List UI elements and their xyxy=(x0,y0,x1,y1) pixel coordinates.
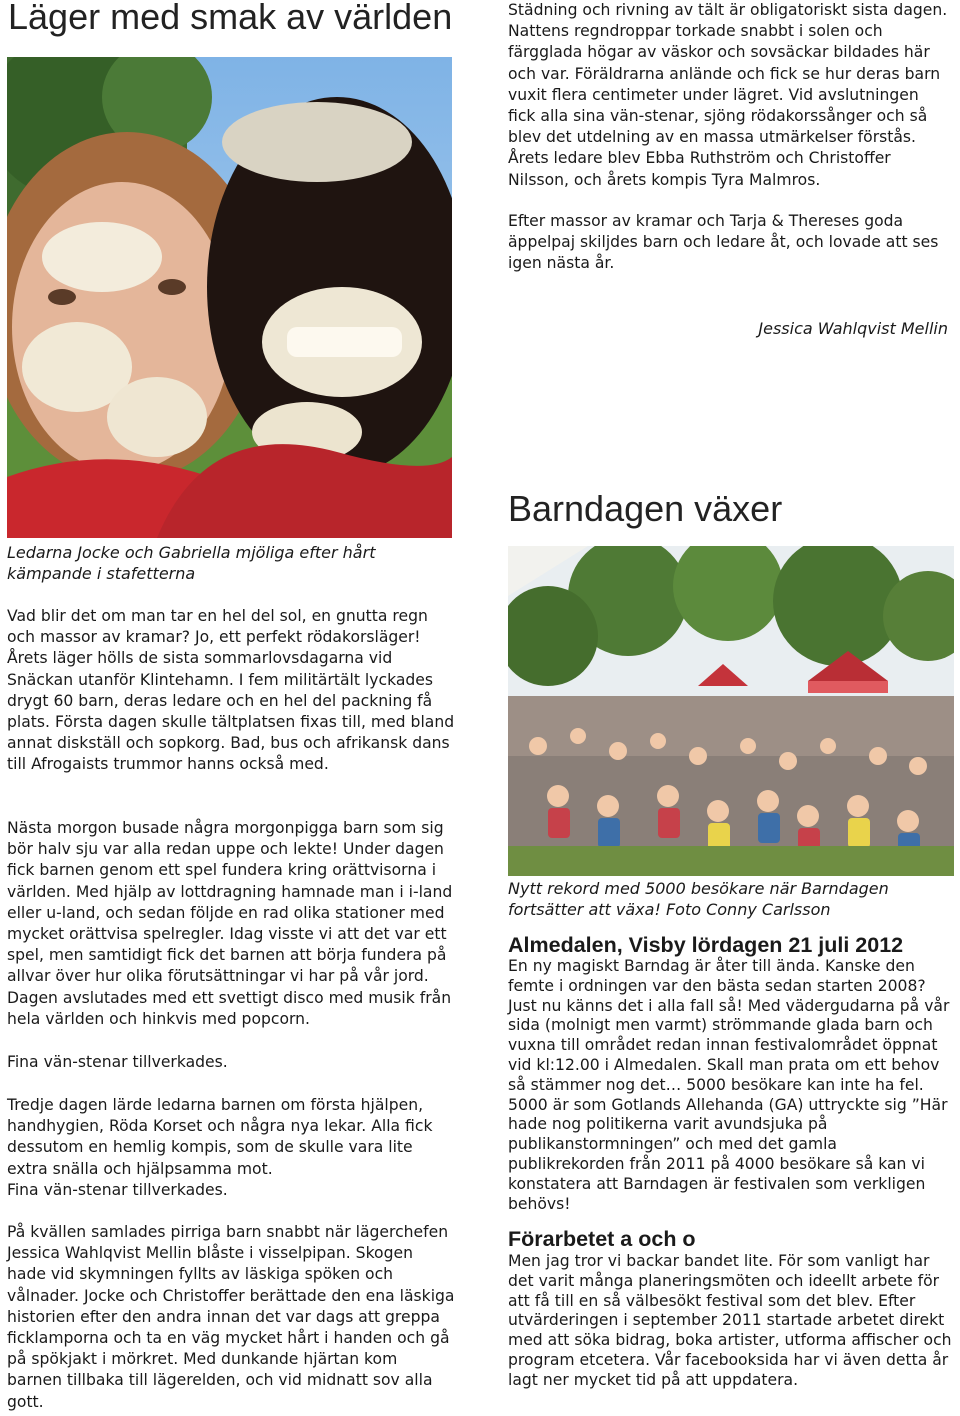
body-paragraph-forarbetet: Men jag tror vi backar bandet lite. För som vanligt har det varit många planeringsmöten och ideellt arbete för att få till en så välbesökt festival som det blev. Efter utvärderingen i september 2011 startade arbetet direkt med att söka bidrag, boka artister, utforma affischer och program etcetera. Vår facebooksida har vi även detta år lagt ner mycket tid på att uppdatera. xyxy=(508,1252,952,1389)
photo-caption-camp: Ledarna Jocke och Gabriella mjöliga efter hårt kämpande i stafetterna xyxy=(7,543,376,583)
festival-crowd-photo xyxy=(508,546,954,876)
photo-caption-festival: Nytt rekord med 5000 besökare när Barndagen fortsätter att växa! Foto Conny Carlsson xyxy=(508,879,889,919)
author-signature: Jessica Wahlqvist Mellin xyxy=(758,319,948,338)
body-paragraph-6: På kvällen samlades pirriga barn snabbt när lägerchefen Jessica Wahlqvist Mellin blåste i visselpipan. Skogen hade vid skymningen fyllts av läskiga spöken och vålnader. Jocke och Christoffer berättade den ena läskiga historien efter den andra innan det var dags att greppa ficklamporna och ta en väg mycket hårt i handen och gå på spökjakt i mörkret. Med dunkande hjärtan kom barnen tillbaka till lägerelden, och vid midnatt sov alla gott. xyxy=(7,1223,455,1411)
article-title-barndagen: Barndagen växer xyxy=(508,488,783,529)
continuation-paragraph-1: Städning och rivning av tält är obligatoriskt sista dagen. Nattens regndroppar torkade snabbt i solen och färgglada högar av väskor och sovsäckar bildades här och var. Föräldrarna anlände och fick se hur deras barn vuxit flera centimeter under lägret. Vid avslutningen fick alla sina vän-stenar, sjöng rödakorssånger och så blev det utdelning av en massa utmärkelser förstås. Årets ledare blev Ebba Ruthström och Christoffer Nilsson, och årets kompis Tyra Malmros. xyxy=(508,1,948,189)
subheading-forarbetet: Förarbetet a och o xyxy=(508,1227,696,1251)
body-paragraph-5: Fina vän-stenar tillverkades. xyxy=(7,1181,228,1199)
body-paragraph-1: Vad blir det om man tar en hel del sol, en gnutta regn och massor av kramar? Jo, ett perfekt rödakorsläger! Årets läger hölls de sista sommarlovsdagarna vid Snäckan utanför Klintehamn. I fem militärtält lyckades drygt 60 barn, deras ledare och en hel del packning få plats. Första dagen skulle tältplatsen fixas till, med bland annat diskställ och sopkorg. Bad, bus och afrikansk dans till Afrogaists trummor hanns också med. xyxy=(7,607,455,774)
article-title: Läger med smak av världen xyxy=(8,0,453,37)
body-paragraph-3: Fina vän-stenar tillverkades. xyxy=(7,1053,228,1071)
subheading-almedalen: Almedalen, Visby lördagen 21 juli 2012 xyxy=(508,933,904,957)
body-paragraph-almedalen: En ny magiskt Barndag är åter till ända. Kanske den femte i ordningen var den bästa sedan starten 2008? Just nu känns det i alla fall så! Med vädergudarna på vår sida (molnigt men varmt) strömmande glada barn och vuxna till området redan innan festivalområdet öppnat vid kl:12.00 i Almedalen. Skall man prata om ett behov så stämmer nog det… 5000 besökare kan inte ha fel. 5000 är som Gotlands Allehanda (GA) uttryckte sig ”Här hade nog politikerna varit avundsjuka på publikanstormningen” och med det gamla publikrekorden från 2011 på 4000 besökare så kan vi konstatera att Barndagen är festivalen som verkligen behövs! xyxy=(508,957,950,1213)
body-paragraph-2: Nästa morgon busade några morgonpigga barn som sig bör halv sju var alla redan uppe och lekte! Under dagen fick barnen genom ett spel fundera kring orättvisorna i världen. Med hjälp av lottdragning hamnade man i i-land eller u-land, och sedan följde en rad olika stationer med mycket orättvisa spelregler. Idag visste vi att det var ett spel, men samtidigt fick det barnen att börja fundera på allvar över hur olika förutsättningar vi har på vår jord. Dagen avslutades med ett svettigt disco med musik från hela världen och hinkvis med popcorn. xyxy=(7,819,453,1028)
body-paragraph-4: Tredje dagen lärde ledarna barnen om första hjälpen, handhygien, Röda Korset och några nya lekar. Alla fick dessutom en hemlig kompis, som de skulle vara lite extra snälla och hjälpsamma mot. xyxy=(7,1096,433,1178)
continuation-paragraph-2: Efter massor av kramar och Tarja & Thereses goda äppelpaj skiljdes barn och ledare åt, och lovade att ses igen nästa år. xyxy=(508,212,939,273)
camp-leaders-photo xyxy=(7,57,452,538)
